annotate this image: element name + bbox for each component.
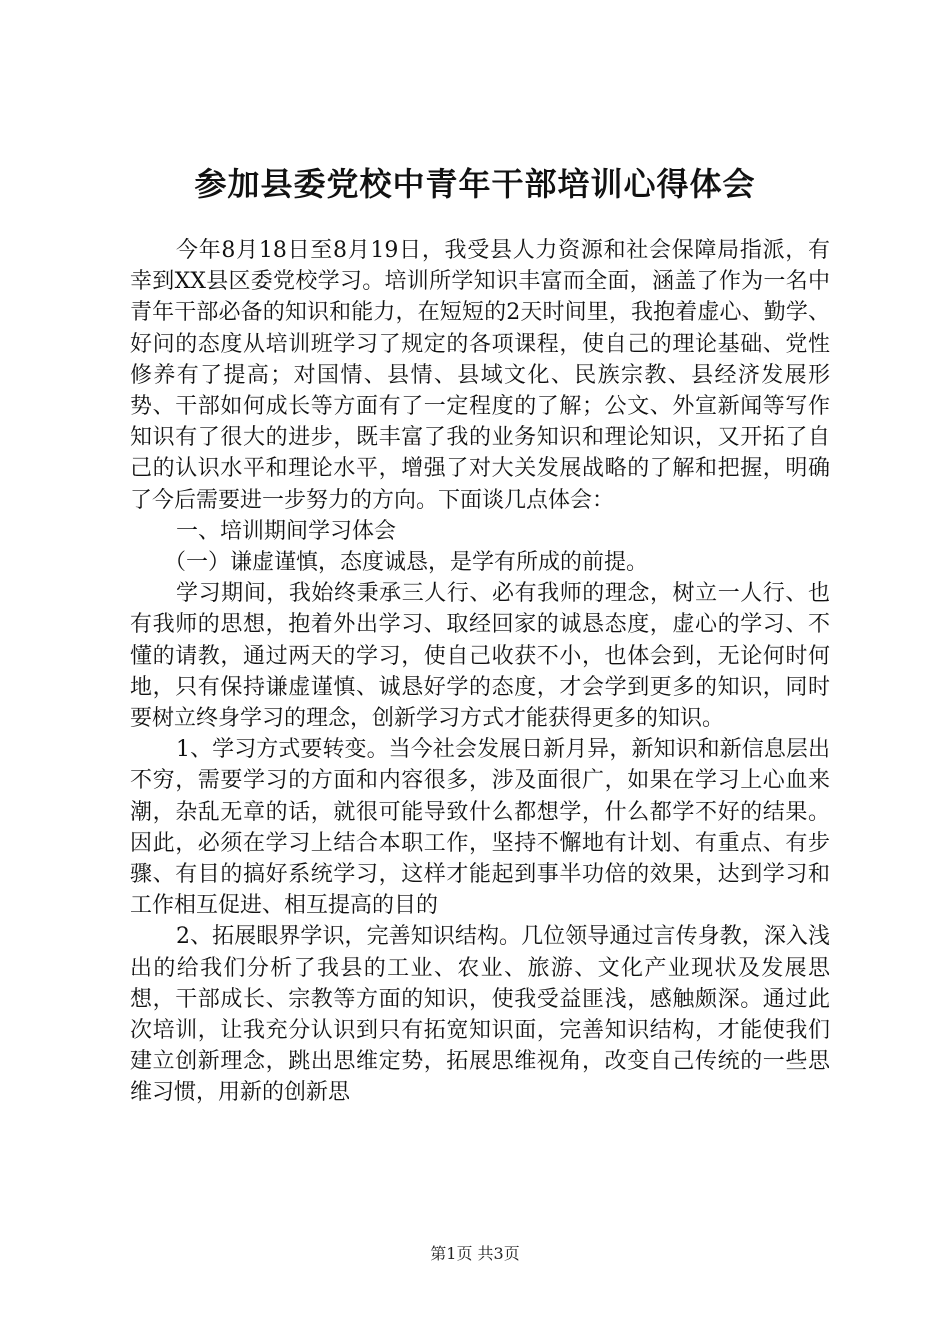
subsection-heading: （一）谦虚谨慎，态度诚恳，是学有所成的前提。 — [164, 550, 649, 576]
page-footer: 第1页 共3页 — [430, 1244, 520, 1263]
paragraph-intro: 今年8月18日至8月19日，我受县人力资源和社会保障局指派，有幸到XX县区委党校学习。培训所学知识丰富而全面，涵盖了作为一名中青年干部必备的知识和能力，在短短的2天时间里，我抱着虚心、勤学、好问的态度从培训班学习了规定的各项课程，使自己的理论基础、党性修养有了提高；对国情、县情、县域文化、民族宗教、县经济发展形势、干部如何成长等方面有了一定程度的了解；公文、外宣新闻等写作知识有了很大的进步，既丰富了我的业务知识和理论知识，又开拓了自己的认识水平和理论水平，增强了对大关发展战略的了解和把握，明确了今后需要进一步努力的方向。下面谈几点体会： — [130, 238, 830, 513]
paragraph-point-2: 2、拓展眼界学识，完善知识结构。几位领导通过言传身教，深入浅出的给我们分析了我县的工业、农业、旅游、文化产业现状及发展思想，干部成长、宗教等方面的知识，使我受益匪浅，感触颇深。通过此次培训，让我充分认识到只有拓宽知识面，完善知识结构，才能使我们建立创新理念，跳出思维定势，拓展思维视角，改变自己传统的一些思维习惯，用新的创新思 — [130, 924, 830, 1106]
document-title: 参加县委党校中青年干部培训心得体会 — [194, 165, 756, 203]
document-body — [130, 235, 830, 1109]
paragraph-study-attitude: 学习期间，我始终秉承三人行、必有我师的理念，树立一人行、也有我师的思想，抱着外出学习、取经回家的诚恳态度，虚心的学习、不懂的请教，通过两天的学习，使自己收获不小，也体会到，无论何时何地，只有保持谦虚谨慎、诚恳好学的态度，才会学到更多的知识，同时要树立终身学习的理念，创新学习方式才能获得更多的知识。 — [130, 581, 830, 732]
section-heading: 一、培训期间学习体会 — [176, 518, 397, 544]
paragraph-point-1: 1、学习方式要转变。当今社会发展日新月异，新知识和新信息层出不穷，需要学习的方面和内容很多，涉及面很广，如果在学习上心血来潮，杂乱无章的话，就很可能导致什么都想学，什么都学不好的结果。因此，必须在学习上结合本职工作，坚持不懈地有计划、有重点、有步骤、有目的搞好系统学习，这样才能起到事半功倍的效果，达到学习和工作相互促进、相互提高的目的 — [130, 737, 830, 919]
